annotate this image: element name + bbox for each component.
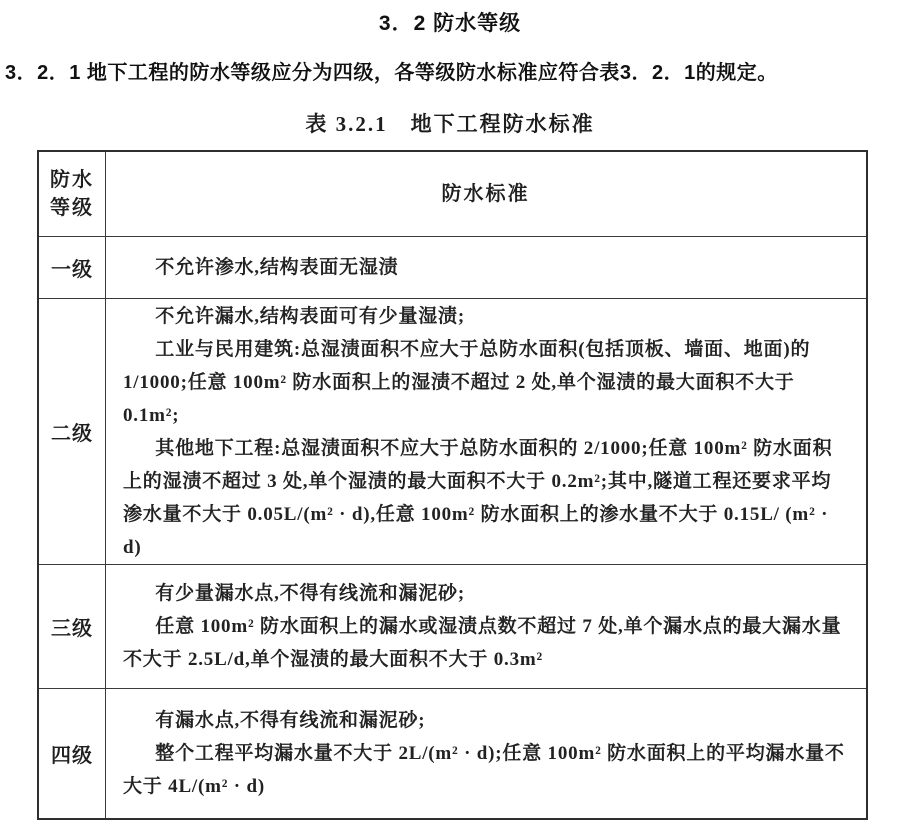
table-caption: 表 3.2.1 地下工程防水标准 [305,112,595,136]
waterproofing-standard-table [37,150,868,820]
table-row-grade-1 [39,236,866,298]
clause-3-2-1-text: 3．2．1 地下工程的防水等级应分为四级，各等级防水标准应符合表3．2．1的规定。 [5,62,778,84]
grade-2-standard-cell [106,299,866,564]
grade-1-label-cell [39,237,106,298]
grade-2-label-cell [39,299,106,564]
table-row-grade-3 [39,564,866,688]
grade-3-label-cell [39,565,106,688]
grade-4-label: 四级 [51,745,93,767]
grade-3-paragraph-1: 有少量漏水点,不得有线流和漏泥砂; [155,583,465,604]
grade-2-paragraph-1: 不允许漏水,结构表面可有少量湿渍; [155,305,465,327]
grade-2-label: 二级 [51,423,93,445]
grade-3-standard-cell [106,565,866,688]
table-row-grade-2 [39,298,866,564]
grade-4-paragraph-1: 有漏水点,不得有线流和漏泥砂; [155,710,426,731]
header-cell-grade [39,152,106,236]
table-header-row [39,152,866,236]
grade-1-standard-cell [106,237,866,298]
grade-1-paragraph-1: 不允许渗水,结构表面无湿渍 [155,257,399,278]
grade-4-label-cell [39,689,106,818]
grade-3-paragraph-2: 任意 100m² 防水面积上的漏水或湿渍点数不超过 7 处,单个漏水点的最大漏水量不大于 2.5L/d,单个湿渍的最大面积不大于 0.3m² [123,616,842,670]
grade-4-standard-cell [106,689,866,818]
standard-header-label: 防水标准 [441,183,530,205]
section-title: 3．2 防水等级 [378,12,522,35]
grade-4-paragraph-2: 整个工程平均漏水量不大于 2L/(m² · d);任意 100m² 防水面积上的平均漏水量不大于 4L/(m² · d) [123,743,845,797]
header-cell-standard [106,152,866,236]
grade-header-line2: 等级 [50,197,94,219]
grade-header-line1: 防水 [50,169,94,191]
grade-3-label: 三级 [51,618,93,640]
grade-2-paragraph-2: 工业与民用建筑:总湿渍面积不应大于总防水面积(包括顶板、墙面、地面)的 1/1000;任意 100m² 防水面积上的湿渍不超过 2 处,单个湿渍的最大面积不大于 0.1m²; [123,338,811,426]
grade-2-paragraph-3: 其他地下工程:总湿渍面积不应大于总防水面积的 2/1000;任意 100m² 防水面积上的湿渍不超过 3 处,单个湿渍的最大面积不大于 0.2m²;其中,隧道工程还要求平均渗水量不大于 0.05L/(m² · d),任意 100m² 防水面积上的渗水量不大于 0.15L/ (m² · d) [123,437,833,558]
table-row-grade-4 [39,688,866,818]
grade-1-label: 一级 [51,259,93,281]
